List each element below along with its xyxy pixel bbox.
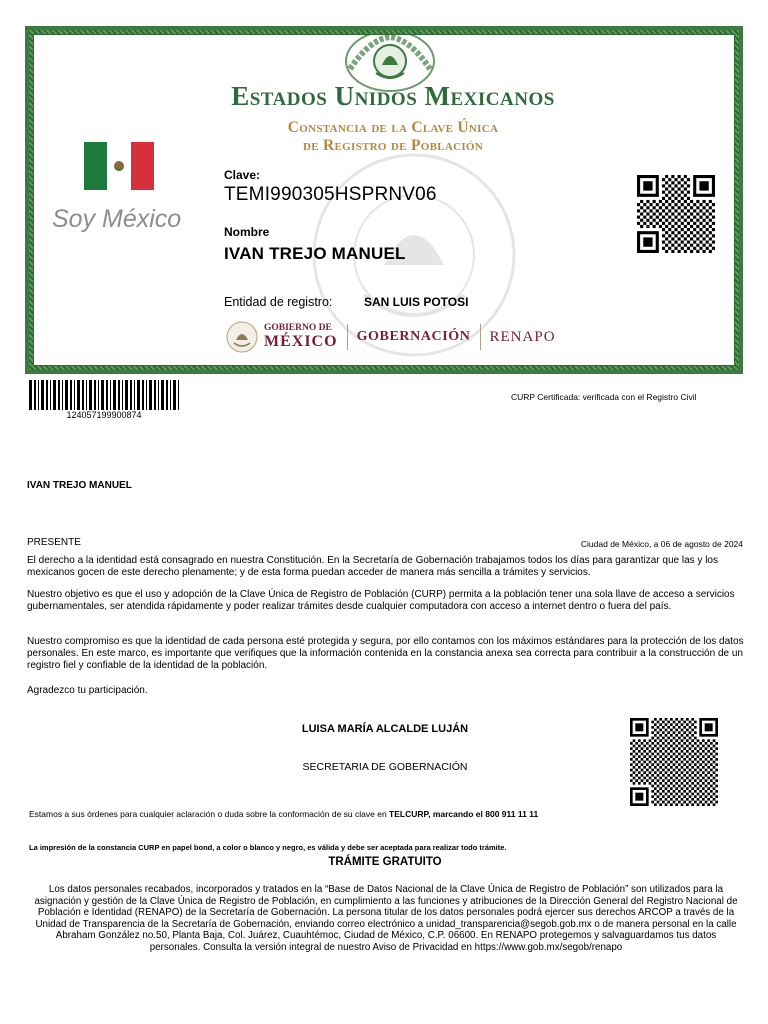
logo-gobierno-de-mexico — [264, 324, 338, 350]
tramite-gratuito: TRÁMITE GRATUITO — [328, 856, 442, 868]
certificate-subtitle-line2: de Registro de Población — [302, 137, 484, 154]
entidad-label: Entidad de registro: — [224, 295, 333, 309]
presente-label: PRESENTE — [27, 537, 81, 548]
logo-divider — [347, 324, 348, 350]
curp-certificate — [25, 26, 743, 374]
paragraph-1: El derecho a la identidad está consagrado en nuestra Constitución. En la Secretaría de Gobernación trabajamos todos los días para garantizar que las y los mexicanos gocen de este derecho plenamente; y de esta forma puedan acceder de manera más sencilla a trámites y servicios. — [27, 555, 718, 578]
government-logos — [226, 317, 566, 357]
logo-gobernacion: GOBERNACIÓN — [356, 329, 471, 344]
entidad-value: SAN LUIS POTOSI — [364, 295, 469, 309]
certificate-subtitle-line1: Constancia de la Clave Única — [287, 119, 499, 136]
eagle-seal-icon — [226, 321, 258, 353]
date-line: Ciudad de México, a 06 de agosto de 2024 — [580, 539, 743, 549]
barcode-number: 124057199900874 — [66, 410, 142, 420]
mexican-flag-icon — [84, 142, 154, 190]
privacy-notice: Los datos personales recabados, incorporados y tratados en la “Base de Datos Nacional de la Clave Única de Registro de Población” son utilizados para la asignación y gestión de la Clave Única de Registro de Población, en cumplimiento a las funciones y atribuciones de la Dirección General del Registro Nacional de Población e Identidad (RENAPO) de la Secretaría de Gobernación. La persona titular de los datos personales podrá ejercer sus derechos ARCOP a través de la Unidad de Transparencia de la Secretaría de Gobernación, enviando correo electrónico a unidad_transparencia@segob.gob.mx o de manera personal en la calle Abraham González no.50, Planta Baja, Col. Juárez, Cuauhtémoc, Ciudad de México, C.P. 06600. En RENAPO protegemos y salvaguardamos tus datos personales. Consulta la versión integral de nuestro Aviso de Privacidad en https://www.gob.mx/segob/renapo — [34, 884, 738, 953]
signer-name: LUISA MARÍA ALCALDE LUJÁN — [301, 723, 469, 735]
nombre-value: IVAN TREJO MANUEL — [224, 244, 406, 263]
curp-value: TEMI990305HSPRNV06 — [224, 184, 437, 205]
signer-title: SECRETARIA DE GOBERNACIÓN — [302, 761, 468, 773]
telcurp-phone: TELCURP, marcando el 800 911 11 11 — [389, 809, 539, 819]
logo-gobierno-line1: GOBIERNO DE — [264, 323, 332, 334]
print-notice: La impresión de la constancia CURP en papel bond, a color o blanco y negro, es válida y debe ser aceptada para realizar todo trámite. — [29, 843, 507, 852]
clave-label: Clave: — [224, 168, 261, 182]
paragraph-2: Nuestro objetivo es que el uso y adopción de la Clave Única de Registro de Población (CURP) permita a la población tener una sola llave de acceso a servicios gubernamentales, ser atendida rápidamente y poder realizar trámites desde cualquier computadora con acceso a internet dentro o fuera del país. — [27, 589, 735, 612]
certified-note: CURP Certificada: verificada con el Registro Civil — [511, 392, 697, 402]
paragraph-3: Nuestro compromiso es que la identidad de cada persona esté protegida y segura, por ello contamos con los máximos estándares para la protección de los datos personales. En este marco, es importante que verifiques que la información contenida en la constancia anexa sea correcta para contribuir a la construcción de un registro fiel y confiable de la identidad de la población. — [27, 636, 744, 671]
nombre-label: Nombre — [224, 225, 270, 239]
recipient-name: IVAN TREJO MANUEL — [27, 480, 132, 491]
barcode — [29, 380, 179, 410]
certificate-qr-code — [637, 175, 715, 253]
thanks-text: Agradezco tu participación. — [27, 685, 148, 696]
certificate-body — [33, 34, 735, 366]
logo-renapo: RENAPO — [489, 328, 556, 345]
contact-text: Estamos a sus órdenes para cualquier aclaración o duda sobre la conformación de su clave en — [29, 809, 390, 819]
contact-line — [29, 809, 538, 819]
signature-qr-code — [630, 718, 718, 806]
slogan-text: Soy México — [52, 205, 182, 233]
logo-gobierno-line2: MÉXICO — [264, 332, 338, 350]
logo-divider — [480, 324, 481, 350]
certificate-title: Estados Unidos Mexicanos — [231, 81, 555, 111]
certificate-border — [29, 30, 739, 370]
